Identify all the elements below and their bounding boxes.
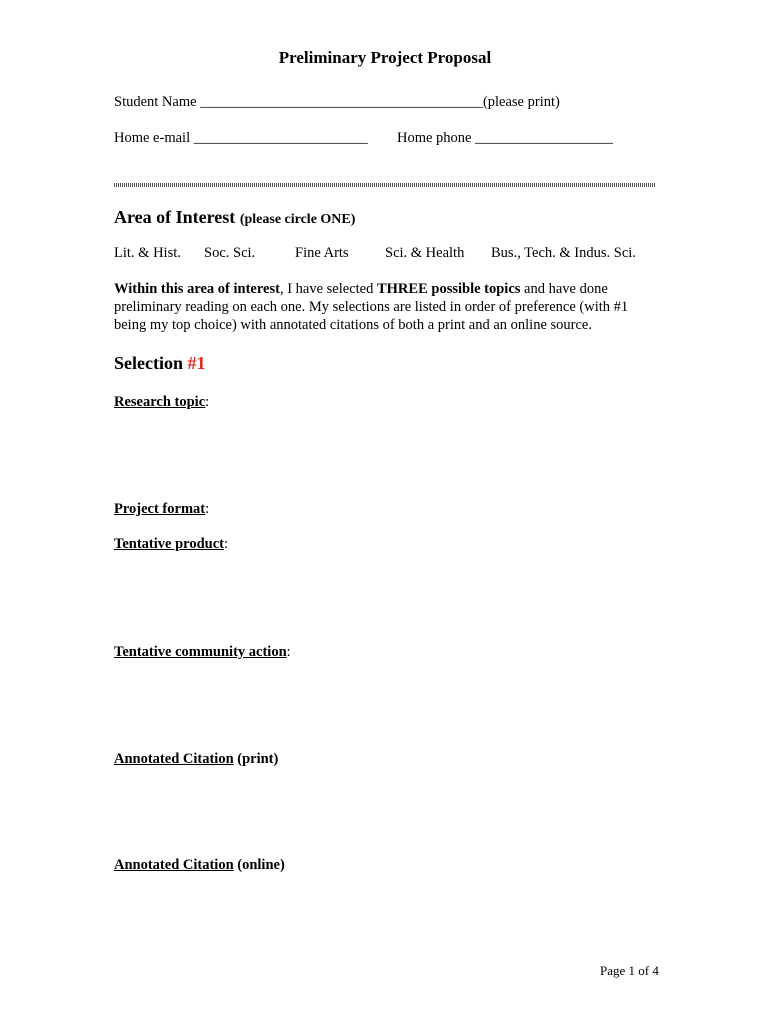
student-name-suffix: (please print): [482, 94, 560, 110]
project-format-label: [114, 501, 209, 518]
area-option-fine-arts[interactable]: Fine Arts: [295, 245, 349, 261]
research-topic-text: Research topic: [114, 394, 206, 410]
selection-label: Selection: [114, 353, 188, 373]
student-name-label: Student Name: [114, 94, 197, 110]
student-name-row: [114, 94, 560, 111]
research-topic-label: [114, 394, 209, 411]
citation-online-text: Annotated Citation: [114, 857, 234, 873]
area-option-soc-sci[interactable]: Soc. Sci.: [204, 245, 256, 261]
instructions-paragraph: [114, 280, 659, 334]
tentative-product-label: [114, 536, 228, 553]
citation-print-text: Annotated Citation: [114, 751, 234, 767]
page-title: Preliminary Project Proposal: [278, 48, 492, 67]
area-option-bus-tech[interactable]: Bus., Tech. & Indus. Sci.: [491, 245, 636, 261]
area-option-sci-health[interactable]: Sci. & Health: [385, 245, 465, 261]
community-action-label: [114, 644, 291, 661]
area-of-interest-heading: [114, 207, 355, 228]
colon: :: [223, 536, 228, 552]
student-name-field[interactable]: _______________________________________: [200, 94, 483, 110]
citation-print-label: [114, 751, 278, 768]
project-format-text: Project format: [114, 501, 206, 517]
home-phone-row: [397, 130, 613, 147]
colon: :: [286, 644, 291, 660]
instructions-bold-1: Within this area of interest: [114, 281, 280, 297]
page-number: Page 1 of 4: [600, 963, 659, 978]
area-option-lit-hist[interactable]: Lit. & Hist.: [114, 245, 181, 261]
instructions-text-1: , I have selected: [279, 281, 377, 297]
home-email-row: [114, 130, 368, 147]
home-email-label: Home e-mail: [114, 130, 191, 146]
colon: :: [205, 394, 210, 410]
citation-online-label: [114, 857, 285, 874]
home-email-field[interactable]: ________________________: [193, 130, 368, 146]
home-phone-label: Home phone: [397, 130, 472, 146]
section-divider: [114, 183, 656, 187]
citation-online-note: (online): [233, 857, 285, 873]
colon: :: [205, 501, 210, 517]
selection-heading: [114, 353, 206, 374]
area-heading-text: Area of Interest: [114, 207, 236, 227]
citation-print-note: (print): [233, 751, 279, 767]
community-action-text: Tentative community action: [114, 644, 287, 660]
home-phone-field[interactable]: ___________________: [475, 130, 613, 146]
instructions-text-2: and have done preliminary reading on each one. My selections are listed in order of preference (with #1 being my top choice) with annotated citations of both a print and an online source.: [114, 281, 629, 333]
instructions-bold-2: THREE possible topics: [376, 281, 521, 297]
selection-number: #1: [187, 353, 206, 373]
area-heading-note: (please circle ONE): [239, 212, 356, 227]
tentative-product-text: Tentative product: [114, 536, 224, 552]
